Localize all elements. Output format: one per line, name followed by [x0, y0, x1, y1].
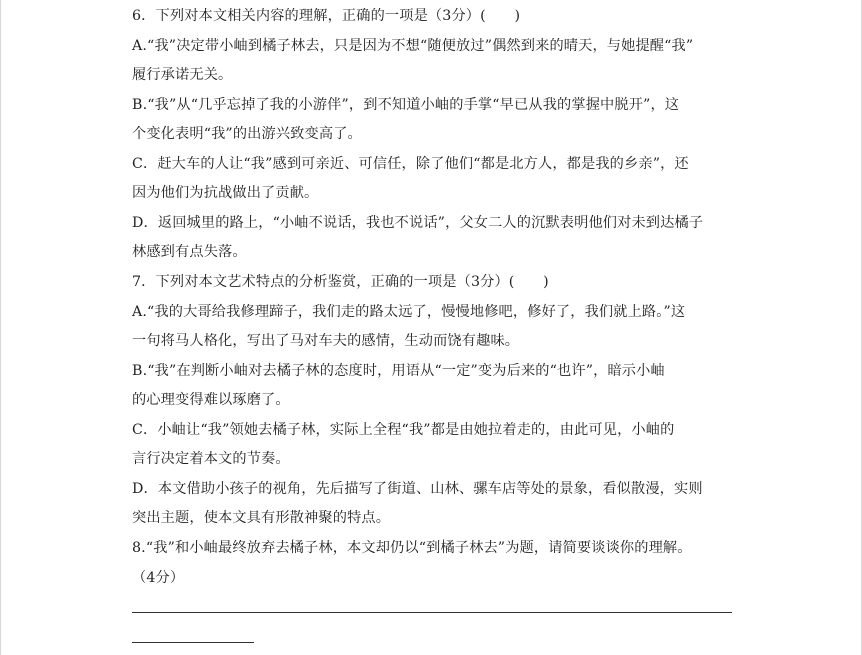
question-6-option-a: A.“我”决定带小岫到橘子林去，只是因为不想“随便放过”偶然到来的晴天，与她提醒“我” [132, 38, 694, 54]
question-7-option-d: D．本文借助小孩子的视角，先后描写了街道、山林、骡车店等处的景象，看似散漫，实则 [132, 481, 703, 497]
answer-blank-line [132, 612, 732, 613]
question-8-points: （4分） [132, 570, 185, 586]
answer-blank-line-short [132, 642, 254, 643]
question-6-option-b-cont: 个变化表明“我”的出游兴致变高了。 [132, 126, 362, 142]
question-6-option-c: C．赶大车的人让“我”感到可亲近、可信任，除了他们“都是北方人，都是我的乡亲”，还 [132, 156, 689, 172]
question-6-option-a-cont: 履行承诺无关。 [132, 67, 233, 83]
question-6-option-d: D．返回城里的路上，“小岫不说话，我也不说话”，父女二人的沉默表明他们对未到达橘子 [132, 215, 704, 231]
question-7-option-b-cont: 的心理变得难以琢磨了。 [132, 392, 290, 408]
question-8-stem: 8.“我”和小岫最终放弃去橘子林，本文却仍以“到橘子林去”为题，请简要谈谈你的理解。 [132, 540, 692, 556]
question-7-option-c: C．小岫让“我”领她去橘子林，实际上全程“我”都是由她拉着走的，由此可见，小岫的 [132, 422, 675, 438]
question-7-option-c-cont: 言行决定着本文的节奏。 [132, 451, 290, 467]
question-6-option-d-cont: 林感到有点失落。 [132, 244, 247, 260]
question-7-option-a-cont: 一句将马人格化，写出了马对车夫的感情，生动而饶有趣味。 [132, 333, 520, 349]
question-7-option-d-cont: 突出主题，使本文具有形散神聚的特点。 [132, 510, 391, 526]
question-7-stem: 7．下列对本文艺术特点的分析鉴赏，正确的一项是（3分）( ) [132, 274, 549, 290]
question-6-option-b: B.“我”从“几乎忘掉了我的小游伴”，到不知道小岫的手掌“早已从我的掌握中脱开”，这 [132, 97, 680, 113]
page-frame-left [0, 0, 1, 655]
question-6-option-c-cont: 因为他们为抗战做出了贡献。 [132, 185, 319, 201]
question-7-option-a: A.“我的大哥给我修理蹄子，我们走的路太远了，慢慢地修吧，修好了，我们就上路。”这 [132, 304, 686, 320]
question-7-option-b: B.“我”在判断小岫对去橘子林的态度时，用语从“一定”变为后来的“也许”，暗示小岫 [132, 363, 665, 379]
question-6-stem: 6．下列对本文相关内容的理解，正确的一项是（3分）( ) [132, 8, 521, 24]
